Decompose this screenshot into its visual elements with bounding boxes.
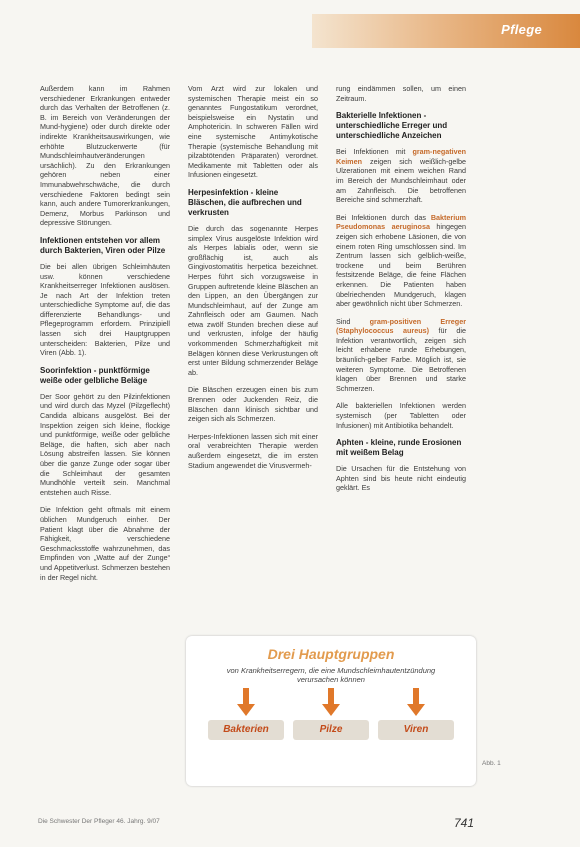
arrow-down-icon bbox=[406, 688, 426, 716]
highlighted-term: Bakterium Pseudomonas aeruginosa bbox=[336, 212, 466, 232]
subheading: Aphten - kleine, runde Erosionen mit weißem Belag bbox=[336, 438, 462, 458]
subheading: Infektionen entstehen vor allem durch Bakterien, Viren oder Pilze bbox=[40, 235, 166, 255]
column-2 bbox=[188, 84, 318, 478]
paragraph: Vom Arzt wird zur lokalen und systemischen Therapie meist ein so genanntes Fungostatikum verordnet, beispielsweise ein Nystatin und Amphotericin. In schweren Fällen wird eine systemische Antimykotische Therapie (systemische Behandlung mit pilzabtötenden Präparaten) verordnet. Medikamente mit Tabletten oder als Infusionen eingesetzt. bbox=[188, 84, 318, 180]
group-box-pilze: Pilze bbox=[293, 720, 369, 740]
section-title: Pflege bbox=[501, 22, 542, 37]
subheading: Bakterielle Infektionen - unterschiedliche Erreger und unterschiedliche Anzeichen bbox=[336, 111, 448, 141]
pathogen-groups-figure bbox=[186, 636, 476, 786]
arrow-down-icon bbox=[321, 688, 341, 716]
figure-title: Drei Hauptgruppen bbox=[267, 646, 395, 662]
figure-label: Abb. 1 bbox=[482, 760, 501, 767]
paragraph: Herpes-Infektionen lassen sich mit einer oral verabreichten Therapie werden außerdem eingesetzt, die im ersten Stadium angewendet die Virusvermeh- bbox=[188, 431, 318, 470]
footer-source: Die Schwester Der Pfleger 46. Jahrg. 9/07 bbox=[38, 818, 160, 825]
paragraph: Sind gram-positiven Erreger (Staphylococcus aureus) für die Infektion verantwortlich, zeigen sich leicht erhabene runde Erhebungen, bräunlich-gelber Farbe. Möglich ist, sie weiteren Symptome. Die Betroffenen klagen über Brennen und starke Schmerzen. bbox=[336, 316, 466, 393]
group-box-viren: Viren bbox=[378, 720, 454, 740]
paragraph: Die durch das sogenannte Herpes simplex Virus ausgelöste Infektion wird als Herpes labialis oder, wenn sie großflächig ist, auch als Gingivostomatitis herpetica bezeichnet. Herpes führt sich vorzugsweise in Gruppen auftretende kleine Bläschen an den Lippen, an den Übergängen zur Mundschleimhaut, auf der Zunge am Zahnfleisch oder am Gaumen. Nach etwa zwölf Stunden brechen diese auf und verkrusten, infolge der häufig vorkommenden Schmerzhaftigkeit mit Belägen können diese Verkrustungen oft erst unter Bildung schmerzender Beläge ab. bbox=[188, 223, 318, 377]
group-box-bakterien: Bakterien bbox=[208, 720, 284, 740]
paragraph: Alle bakteriellen Infektionen werden systemisch (per Tabletten oder Infusionen) mit Antibiotika behandelt. bbox=[336, 401, 466, 430]
page-number: 741 bbox=[454, 816, 475, 830]
paragraph: rung eindämmen sollen, um einen Zeitraum. bbox=[336, 84, 466, 103]
paragraph: Der Soor gehört zu den Pilzinfektionen und wird durch das Myzel (Pilzgeflecht) Candida albicans ausgelöst. Bei der Inspektion zeigen sich kleine, flockige und punktförmige, weiße oder gelbliche Beläge, die haften, sich aber nach Lösung abstreifen lassen. Sie können über die ganze Zunge oder sogar über die Schleimhaut der gesamten Mundhöhle verteilt sein. Manchmal entstehen auch Risse. bbox=[40, 391, 170, 497]
highlighted-term: gram-positiven Erreger (Staphylococcus aureus) bbox=[336, 316, 466, 336]
paragraph: Die bei allen übrigen Schleimhäuten usw. können verschiedene Krankheitserreger Infektionen auslösen. Je nach Art der Infektion treten unterschiedliche Symptome auf, die das differenzierte Behandlungs- und Pflegeprogramm erfordern. Prinzipiell lassen sich drei Hauptgruppen unterscheiden: Bakterien, Pilze und Viren (Abb. 1). bbox=[40, 261, 170, 358]
column-1 bbox=[40, 84, 170, 590]
paragraph: Die Infektion geht oftmals mit einem üblichen Mundgeruch einher. Der Patient klagt über die Abnahme der Fähigkeit, verschiedene Geschmacksstoffe wahrzunehmen, das Empfinden von „Watte auf der Zunge“ und Appetitverlust. Schmerzen bestehen in der Regel nicht. bbox=[40, 505, 170, 582]
paragraph: Bei Infektionen durch das Bakterium Pseudomonas aeruginosa hingegen zeigen sich erhobene Läsionen, die von einem roten Ring umschlossen sind. Im Zentrum lassen sich gelblich-weiße, trockene und beim Berühren festsitzende Beläge, die feine Flächen erkennen. Die Patienten haben übelriechenden Mundgeruch, klagen aber gewöhnlich nicht über Schmerzen. bbox=[336, 212, 467, 309]
paragraph: Bei Infektionen mit gram-negativen Keimen zeigen sich weißlich-gelbe Ulzerationen mit einem weichen Rand im Bereich der Mundschleimhaut oder am Zahnfleisch. Die betroffenen Bereiche sind schmerzhaft. bbox=[336, 147, 466, 205]
figure-subtitle: von Krankheitserregern, die eine Mundschleimhautentzündung verursachen können bbox=[226, 666, 436, 684]
column-3 bbox=[336, 84, 466, 501]
subheading: Herpesinfektion - kleine Bläschen, die aufbrechen und verkrusten bbox=[188, 187, 302, 217]
highlighted-term: gram-negativen Keimen bbox=[336, 147, 466, 166]
subheading: Soorinfektion - punktförmige weiße oder gelbliche Beläge bbox=[40, 365, 150, 385]
paragraph: Außerdem kann im Rahmen verschiedener Erkrankungen entweder durch das Verhalten der Betroffenen (z. B. im Bereich von Veränderungen der Mund-hygiene) oder durch direkte oder indirekte Krankheitsauswirkungen, wie erhöhte Blutzuckerwerte (für Mundschleimhautveränderungen ursächlich). Zu den Erkrankungen gehören neben einer Immunabwehrschwäche, die durch verschiedene Faktoren bedingt sein kann, auch andere Tumorerkrankungen, Demenz, Morbus Parkinson und depressive Störungen. bbox=[40, 84, 170, 228]
paragraph: Die Ursachen für die Entstehung von Aphten sind bis heute nicht eindeutig geklärt. Es bbox=[336, 464, 466, 493]
paragraph: Die Bläschen erzeugen einen bis zum Brennen oder Juckenden Reiz, die Bläschen dann klinisch sichtbar und zeigen sich als Schmerzen. bbox=[188, 385, 318, 424]
arrow-down-icon bbox=[236, 688, 256, 716]
